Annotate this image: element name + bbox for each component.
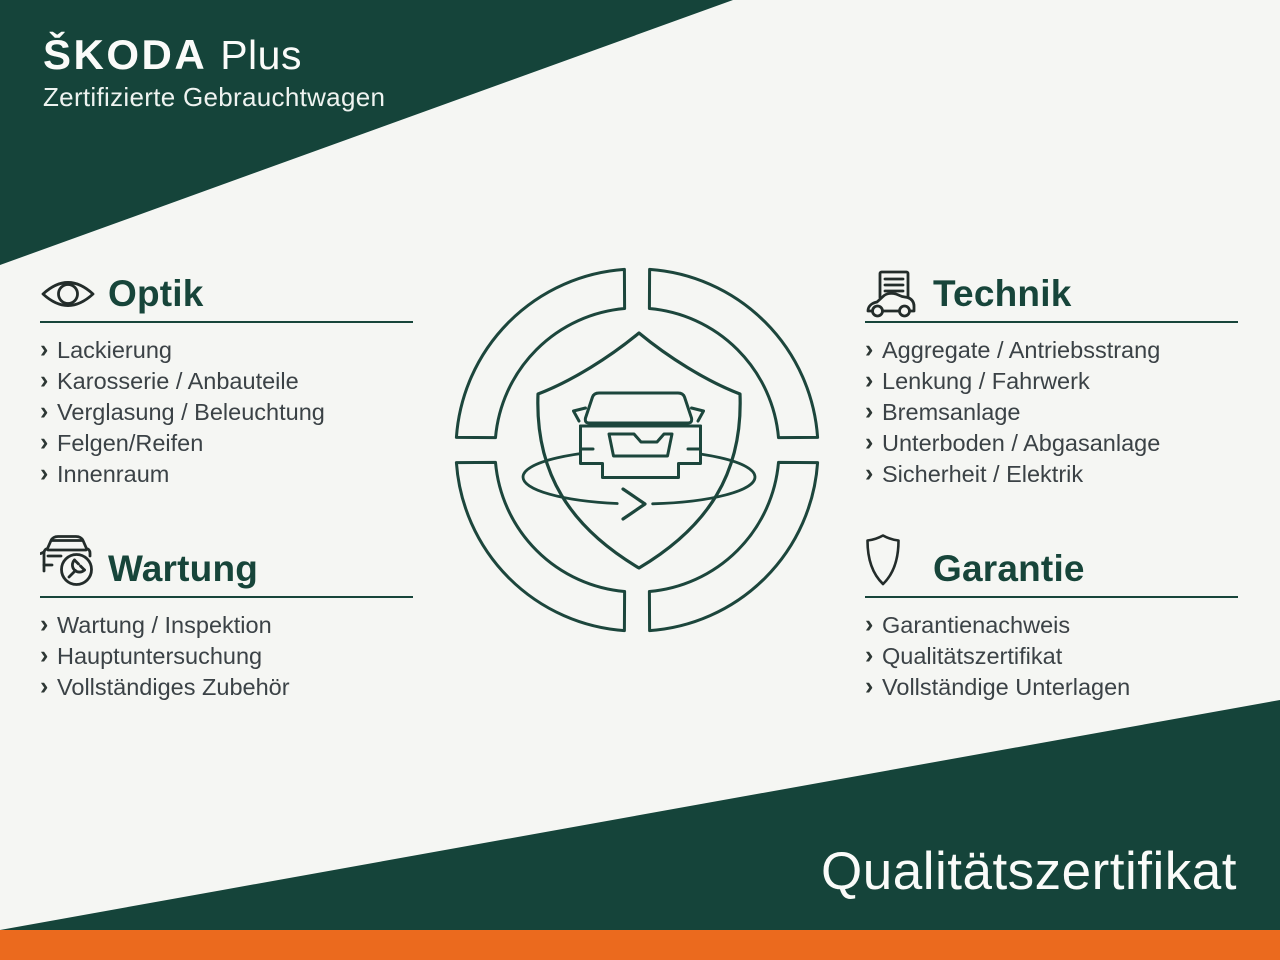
section-title: Technik [933,273,1072,314]
section-optik-list [40,335,413,490]
section-divider [865,321,1238,323]
list-item-label: Aggregate / Antriebsstrang [882,337,1161,363]
list-item [40,335,413,366]
certified-car-rotation-emblem [452,265,822,635]
list-item-label: Bremsanlage [882,399,1021,425]
brand-tagline: Zertifizierte Gebrauchtwagen [43,82,386,112]
list-item [40,397,413,428]
list-item [865,428,1238,459]
list-item-label: Vollständiges Zubehör [57,674,290,700]
chevron-right-icon: › [865,459,874,487]
list-item-label: Lenkung / Fahrwerk [882,368,1090,394]
chevron-right-icon: › [40,366,49,394]
list-item-label: Karosserie / Anbauteile [57,368,299,394]
section-garantie-header [865,545,1238,593]
chevron-right-icon: › [865,641,874,669]
list-item [865,366,1238,397]
section-title: Garantie [933,548,1085,589]
section-optik-header [40,270,413,318]
chevron-right-icon: › [40,397,49,425]
section-technik-header [865,270,1238,318]
list-item [40,459,413,490]
section-divider [865,596,1238,598]
car-service-icon [40,533,108,587]
section-technik [865,270,1238,490]
section-divider [40,596,413,598]
list-item-label: Hauptuntersuchung [57,643,263,669]
chevron-right-icon: › [40,428,49,456]
chevron-right-icon: › [40,672,49,700]
list-item-label: Vollständige Unterlagen [882,674,1131,700]
section-garantie [865,545,1238,703]
list-item [865,641,1238,672]
footer-title: Qualitätszertifikat [821,842,1237,901]
list-item [865,459,1238,490]
skoda-wordmark: ŠKODA [43,31,208,78]
chevron-right-icon: › [865,366,874,394]
list-item [865,672,1238,703]
list-item-label: Qualitätszertifikat [882,643,1063,669]
list-item-label: Lackierung [57,337,172,363]
chevron-right-icon: › [865,672,874,700]
list-item-label: Wartung / Inspektion [57,612,272,638]
list-item-label: Garantienachweis [882,612,1071,638]
chevron-right-icon: › [865,428,874,456]
chevron-right-icon: › [40,335,49,363]
list-item-label: Sicherheit / Elektrik [882,461,1084,487]
eye-icon [40,276,108,312]
list-item-label: Unterboden / Abgasanlage [882,430,1161,456]
list-item [40,672,413,703]
section-garantie-list [865,610,1238,703]
list-item-label: Innenraum [57,461,170,487]
plus-wordmark: Plus [220,32,302,78]
bottom-orange-stripe [0,930,1280,960]
chevron-right-icon: › [40,459,49,487]
section-wartung-list [40,610,413,703]
list-item [865,335,1238,366]
list-item [40,366,413,397]
list-item-label: Verglasung / Beleuchtung [57,399,325,425]
section-optik [40,270,413,490]
section-title: Wartung [108,548,259,589]
rotation-arrow-icon [623,489,645,519]
chevron-right-icon: › [865,610,874,638]
chevron-right-icon: › [40,610,49,638]
list-item [865,397,1238,428]
section-wartung [40,545,413,703]
list-item-label: Felgen/Reifen [57,430,204,456]
brand-logo [43,31,385,113]
list-item [40,610,413,641]
section-technik-list [865,335,1238,490]
list-item [865,610,1238,641]
car-checklist-icon [865,270,933,318]
chevron-right-icon: › [40,641,49,669]
chevron-right-icon: › [865,335,874,363]
list-item [40,428,413,459]
list-item [40,641,413,672]
section-title: Optik [108,273,204,314]
shield-icon [865,533,933,587]
chevron-right-icon: › [865,397,874,425]
section-divider [40,321,413,323]
section-wartung-header [40,545,413,593]
